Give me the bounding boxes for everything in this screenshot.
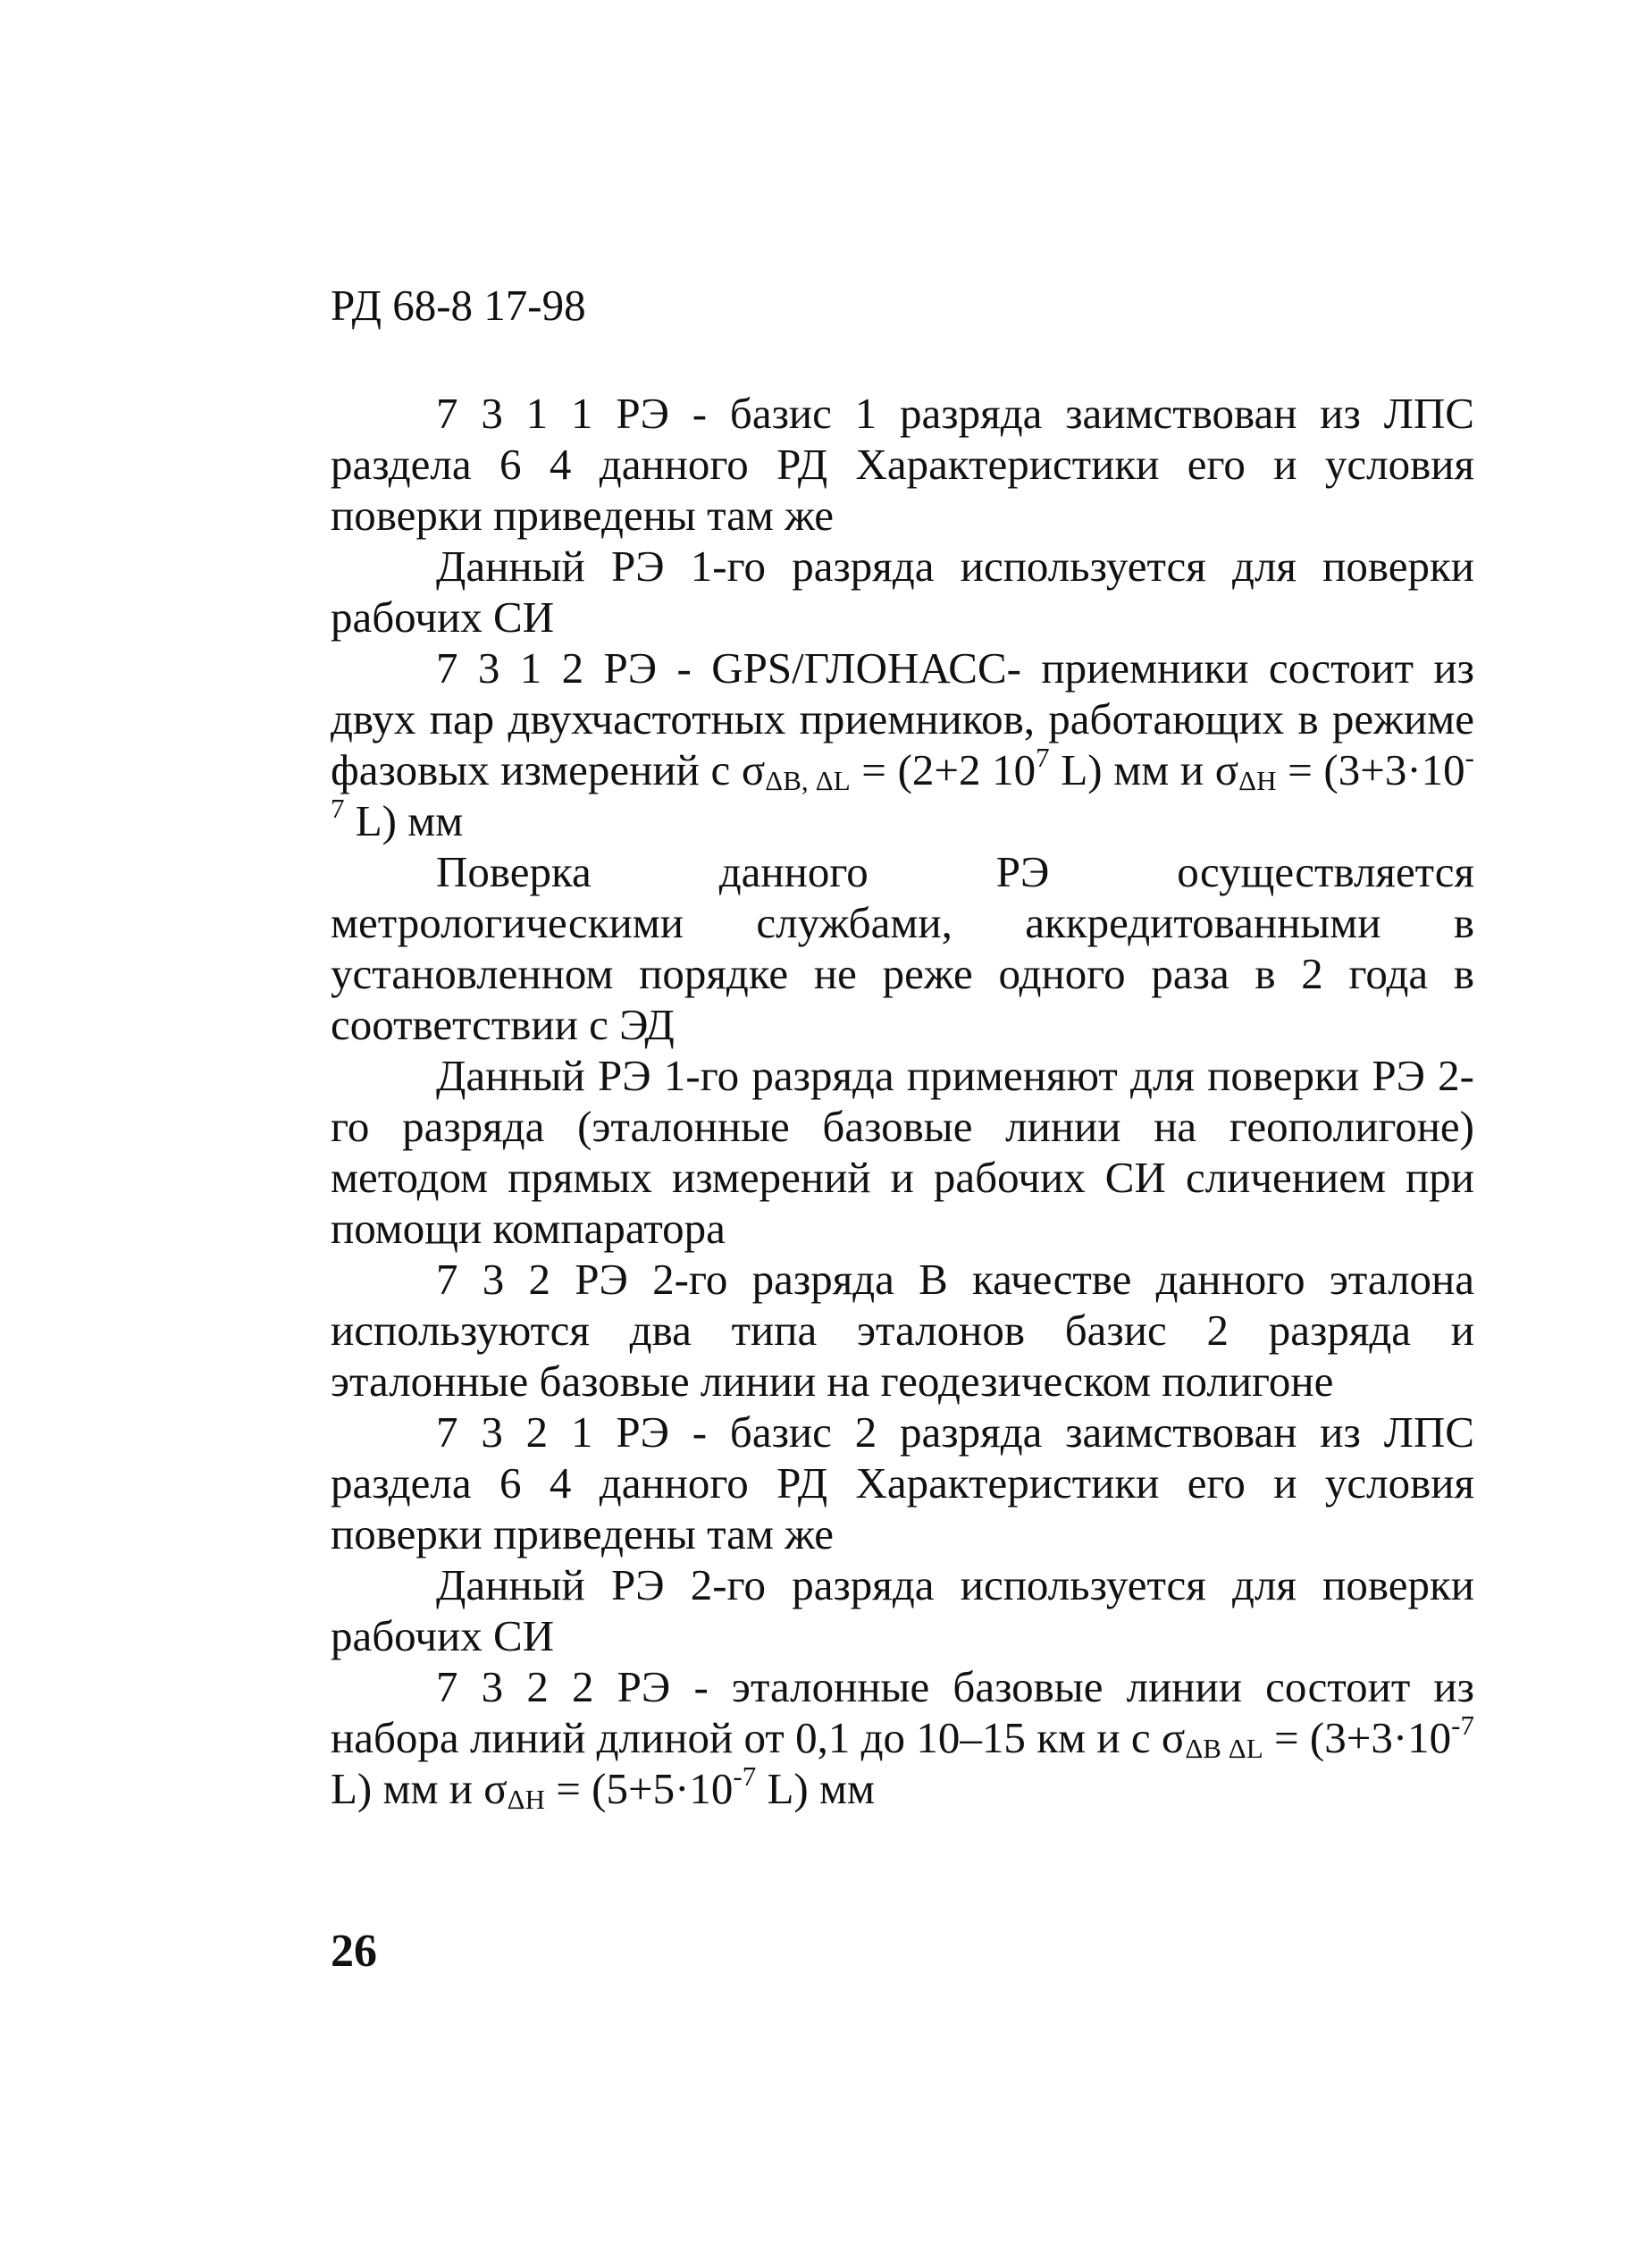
sigma-subscript: ΔH (1238, 765, 1277, 796)
sigma-subscript: ΔB, ΔL (765, 765, 851, 796)
formula-exponent: -7 (331, 742, 1474, 824)
formula-text: = (3+3·10 (1276, 745, 1465, 794)
sigma-symbol: σ (1161, 1713, 1186, 1762)
formula-text: L) мм (756, 1764, 875, 1813)
sigma-symbol: σ (741, 745, 766, 794)
paragraph-usage-2: Данный РЭ 1-го разряда применяют для поверки РЭ 2-го разряда (эталонные базовые линии на геополигоне) методом прямых измерений и рабочих СИ сличением при помощи компаратора (331, 1051, 1474, 1253)
paragraph-7-3-2-2 (331, 1661, 1474, 1814)
body-text (331, 388, 1474, 1814)
document-code: РД 68-8 17-98 (331, 281, 586, 330)
formula-text: = (3+3·10 (1263, 1713, 1452, 1762)
paragraph-usage-1: Данный РЭ 1-го разряда используется для поверки рабочих СИ (331, 542, 1474, 642)
formula-text: L) мм и (1049, 745, 1215, 794)
sigma-subscript: ΔH (507, 1784, 545, 1815)
page-number: 26 (331, 1926, 377, 1977)
formula-exponent: -7 (733, 1760, 757, 1792)
sigma-symbol: σ (1214, 745, 1239, 794)
paragraph-7-3-2-1: 7 3 2 1 РЭ - базис 2 разряда заимствован из ЛПС раздела 6 4 данного РД Характеристики его и условия поверки приведены там же (331, 1407, 1474, 1558)
sigma-symbol: σ (483, 1764, 508, 1813)
paragraph-text: 7 3 2 2 РЭ - эталонные базовые линии состоит из набора линий длиной от 0,1 до 10–15 км и с (331, 1662, 1474, 1762)
formula-exponent: -7 (1451, 1709, 1474, 1741)
paragraph-7-3-2: 7 3 2 РЭ 2-го разряда В качестве данного эталона используются два типа эталонов базис 2 разряда и эталонные базовые линии на геодезическом полигоне (331, 1255, 1474, 1406)
paragraph-text: 7 3 1 2 РЭ - GPS/ГЛОНАСС- приемники состоит из двух пар двухчастотных приемников, работающих в режиме фазовых измерений с (331, 643, 1474, 794)
paragraph-verification: Поверка данного РЭ осуществляется метрологическими службами, аккредитованными в установленном порядке не реже одного раза в 2 года в соответствии с ЭД (331, 847, 1474, 1049)
formula-text: L) мм (344, 796, 464, 845)
sigma-subscript: ΔB ΔL (1185, 1733, 1263, 1764)
paragraph-usage-3: Данный РЭ 2-го разряда используется для поверки рабочих СИ (331, 1560, 1474, 1660)
formula-exponent: 7 (1036, 742, 1050, 773)
paragraph-7-3-1-1: 7 3 1 1 РЭ - базис 1 разряда заимствован из ЛПС раздела 6 4 данного РД Характеристики его и условия поверки приведены там же (331, 389, 1474, 540)
formula-text: = (5+5·10 (545, 1764, 734, 1813)
paragraph-7-3-1-2 (331, 643, 1474, 846)
formula-text: = (2+2 10 (850, 745, 1036, 794)
formula-text: L) мм и (331, 1764, 484, 1813)
